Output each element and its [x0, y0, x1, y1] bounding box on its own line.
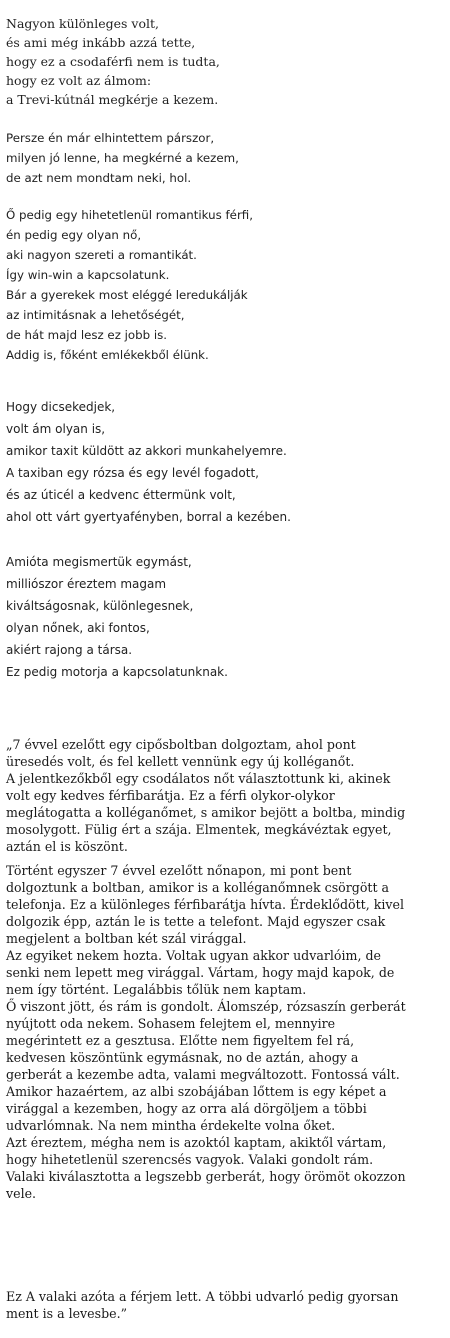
text-line: dolgozik épp, aztán le is tette a telefont. Majd egyszer csak: [6, 914, 386, 929]
poem-stanza-4: [6, 396, 291, 528]
text-line: meglátogatta a kolléganőmet, s amikor bejött a boltba, mindig: [6, 805, 406, 820]
text-line: és ami még inkább azzá tette,: [6, 35, 196, 50]
text-line: akiért rajong a társa.: [6, 643, 133, 657]
text-line: gerberát a kezembe adta, valami megváltozott. Fontossá vált.: [6, 1067, 400, 1082]
story-paragraph-3: [6, 1288, 398, 1322]
text-line: kiváltságosnak, különlegesnek,: [6, 599, 194, 613]
text-line: nyújtott oda nekem. Sohasem felejtem el, mennyire: [6, 1016, 336, 1031]
text-line: én pedig egy olyan nő,: [6, 228, 142, 242]
text-line: Valaki kiválasztotta a legszebb gerberát, hogy örömöt okozzon: [6, 1169, 406, 1184]
text-line: Azt éreztem, mégha nem is azoktól kaptam, akiktől vártam,: [6, 1135, 387, 1150]
text-line: „7 évvel ezelőtt egy cipősboltban dolgoztam, ahol pont: [6, 737, 356, 752]
text-line: hogy ez volt az álmom:: [6, 73, 152, 88]
text-line: Hogy dicsekedjek,: [6, 400, 116, 414]
text-line: vele.: [6, 1186, 37, 1201]
text-line: amikor taxit küldött az akkori munkahelyemre.: [6, 444, 287, 458]
story-paragraph-1: [6, 736, 405, 855]
text-line: de azt nem mondtam neki, hol.: [6, 171, 192, 185]
text-line: Addig is, főként emlékekből élünk.: [6, 348, 209, 362]
text-line: megérintett ez a gesztusa. Előtte nem figyeltem fel rá,: [6, 1033, 355, 1048]
text-line: Ő pedig egy hihetetlenül romantikus férfi,: [6, 208, 253, 222]
text-line: ment is a levesbe.”: [6, 1306, 128, 1321]
text-line: aki nagyon szereti a romantikát.: [6, 248, 197, 262]
text-line: udvarlómnak. Na nem mintha érdekelte volna őket.: [6, 1118, 336, 1133]
story-paragraph-2: [6, 862, 406, 1202]
text-line: dolgoztunk a boltban, amikor is a kolléganőmnek csörgött a: [6, 880, 390, 895]
text-line: és az úticél a kedvenc éttermünk volt,: [6, 488, 236, 502]
text-line: nem így történt. Legalábbis tőlük nem kaptam.: [6, 982, 307, 997]
text-line: Amióta megismertük egymást,: [6, 555, 192, 569]
text-line: A taxiban egy rózsa és egy levél fogadott,: [6, 466, 259, 480]
text-line: Amikor hazaértem, az albi szobájában lőttem is egy képet a: [6, 1084, 387, 1099]
text-line: hogy ez a csodaférfi nem is tudta,: [6, 54, 220, 69]
text-line: aztán el is köszönt.: [6, 839, 128, 854]
text-line: Történt egyszer 7 évvel ezelőtt nőnapon, mi pont bent: [6, 863, 352, 878]
text-line: Az egyiket nekem hozta. Voltak ugyan akkor udvarlóim, de: [6, 948, 381, 963]
text-line: kedvesen köszöntünk egymásnak, no de aztán, ahogy a: [6, 1050, 359, 1065]
text-line: A jelentkezőkből egy csodálatos nőt választottunk ki, akinek: [6, 771, 391, 786]
text-line: volt egy kedves férfibarátja. Ez a férfi olykor-olykor: [6, 788, 335, 803]
text-line: Ő viszont jött, és rám is gondolt. Álomszép, rózsaszín gerberát: [6, 999, 406, 1014]
text-line: milliószor éreztem magam: [6, 577, 167, 591]
text-line: megjelent a boltban két szál virággal.: [6, 931, 247, 946]
text-line: Nagyon különleges volt,: [6, 16, 159, 31]
text-line: mosolygott. Fülig ért a szája. Elmentek, megkávéztak egyet,: [6, 822, 392, 837]
text-line: de hát majd lesz ez jobb is.: [6, 328, 168, 342]
text-line: telefonja. Ez a különleges férfibarátja hívta. Érdeklődött, kivel: [6, 897, 404, 912]
text-line: milyen jó lenne, ha megkérné a kezem,: [6, 151, 239, 165]
text-line: ahol ott várt gyertyafényben, borral a kezében.: [6, 510, 291, 524]
poem-stanza-2: [6, 128, 239, 188]
text-line: Persze én már elhintettem párszor,: [6, 131, 215, 145]
text-line: a Trevi-kútnál megkérje a kezem.: [6, 92, 219, 107]
text-line: üresedés volt, és fel kellett vennünk egy új kolléganőt.: [6, 754, 355, 769]
poem-stanza-1: [6, 14, 220, 109]
text-line: Ez A valaki azóta a férjem lett. A többi udvarló pedig gyorsan: [6, 1289, 399, 1304]
text-line: senki nem lepett meg virággal. Vártam, hogy majd kapok, de: [6, 965, 395, 980]
text-line: Bár a gyerekek most eléggé leredukálják: [6, 288, 248, 302]
text-line: hogy hihetetlenül szerencsés vagyok. Valaki gondolt rám.: [6, 1152, 374, 1167]
text-line: Így win-win a kapcsolatunk.: [6, 268, 170, 282]
text-line: olyan nőnek, aki fontos,: [6, 621, 150, 635]
poem-stanza-5: [6, 551, 228, 683]
text-line: az intimitásnak a lehetőségét,: [6, 308, 185, 322]
text-line: volt ám olyan is,: [6, 422, 106, 436]
text-line: Ez pedig motorja a kapcsolatunknak.: [6, 665, 228, 679]
poem-stanza-3: [6, 205, 253, 365]
text-line: virággal a kezemben, hogy az orra alá dörgöljem a többi: [6, 1101, 367, 1116]
